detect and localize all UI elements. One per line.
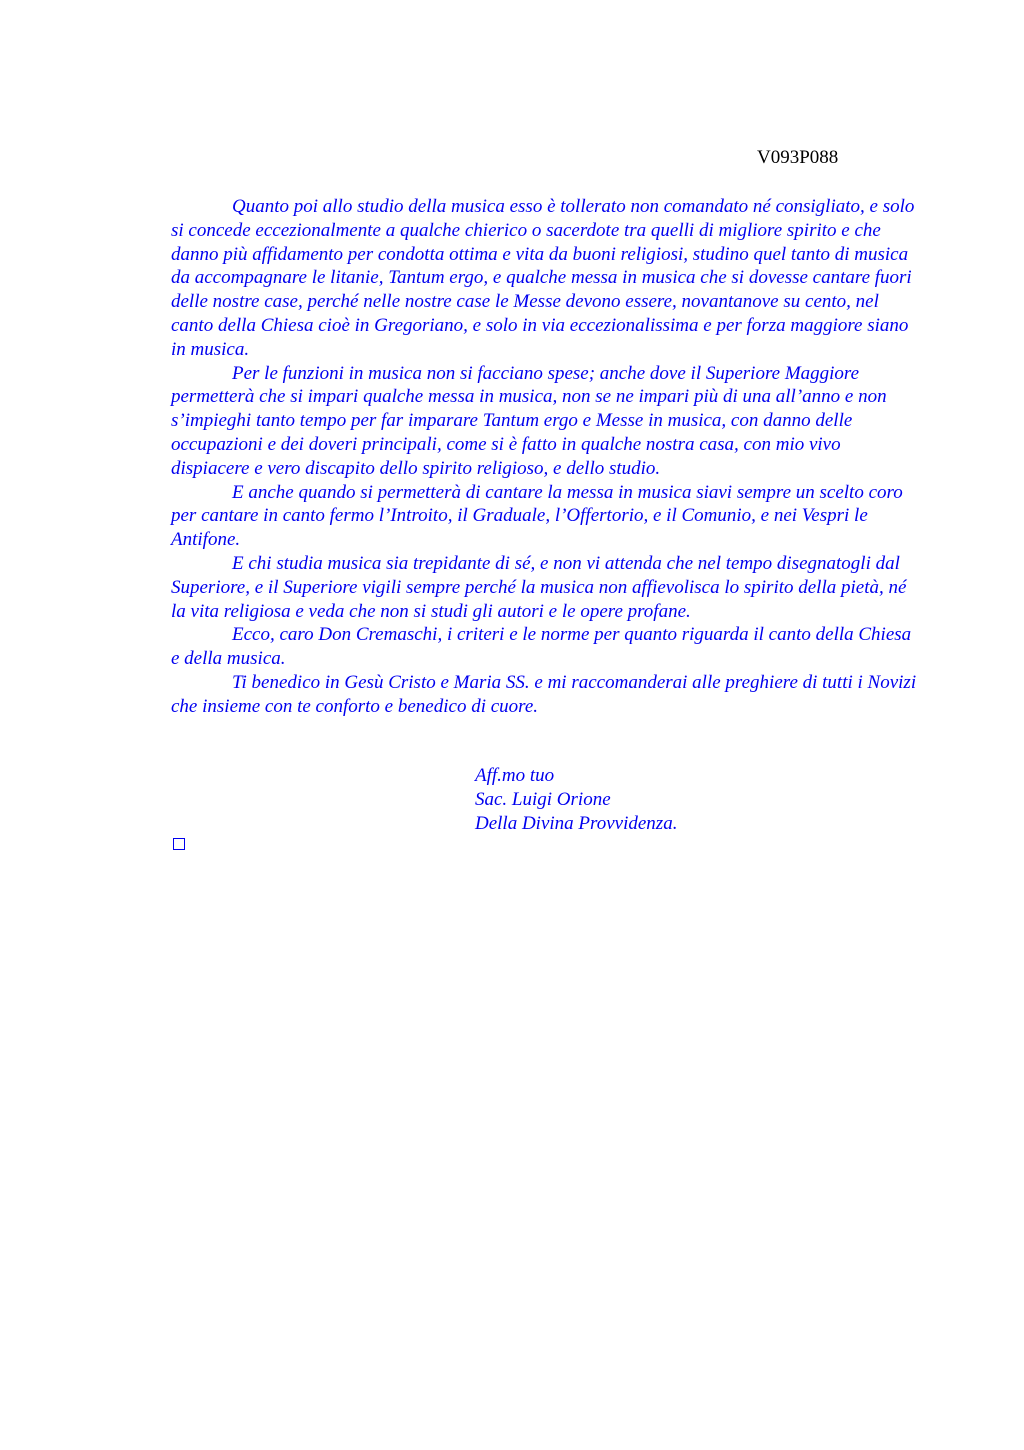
paragraph-blessing: Ti benedico in Gesù Cristo e Maria SS. e mi raccomanderai alle preghiere di tutti i Novizi che insieme con te conforto e benedico di cuore. — [171, 671, 917, 717]
paragraph-criteria: Ecco, caro Don Cremaschi, i criteri e le norme per quanto riguarda il canto della Chiesa e della musica. — [171, 624, 912, 670]
square-outline-icon — [173, 838, 185, 850]
paragraph-music-study: Quanto poi allo studio della musica esso è tollerato non comandato né consigliato, e solo si concede eccezionalmente a qualche chierico o sacerdote tra quelli di migliore spirito e che danno più affidamento per condotta ottima e vita da buoni religiosi, studino quel tanto di musica da accompagnare le litanie, Tantum ergo, e qualche messa in musica che si dovesse cantare fuori delle nostre case, perché nelle nostre case le Messe devono essere, novantanove su cento, nel canto della Chiesa cioè in Gregoriano, e solo in via eccezionalissima e per forza maggiore siano in musica. — [171, 196, 915, 360]
signature-affiliation: Della Divina Provvidenza. — [475, 812, 678, 834]
paragraph-student-caution: E chi studia musica sia trepidante di sé, e non vi attenda che nel tempo disegnatogli dal Superiore, e il Superiore vigili sempre perché la musica non affievolisca lo spirito della pietà, né la vita religiosa e veda che non si studi gli autori e le opere profane. — [171, 552, 907, 622]
signature-closing: Aff.mo tuo — [475, 765, 555, 786]
paragraph-choir: E anche quando si permetterà di cantare la messa in musica siavi sempre un scelto coro per cantare in canto fermo l’Introito, il Graduale, l’Offertorio, e il Comunio, e nei Vespri le Antifone. — [171, 481, 903, 551]
letter-body — [171, 195, 923, 719]
page-code: V093P088 — [757, 147, 839, 168]
signature-name: Sac. Luigi Orione — [475, 788, 611, 810]
signature-block — [475, 764, 677, 835]
paragraph-music-functions: Per le funzioni in musica non si facciano spese; anche dove il Superiore Maggiore permetterà che si impari qualche messa in musica, non se ne impari più di una all’anno e non s’impieghi tanto tempo per far imparare Tantum ergo e Messe in musica, con danno delle occupazioni e dei doveri principali, come si è fatto in qualche nostra casa, con mio vivo dispiacere e vero discapito dello spirito religioso, e dello studio. — [171, 362, 887, 479]
